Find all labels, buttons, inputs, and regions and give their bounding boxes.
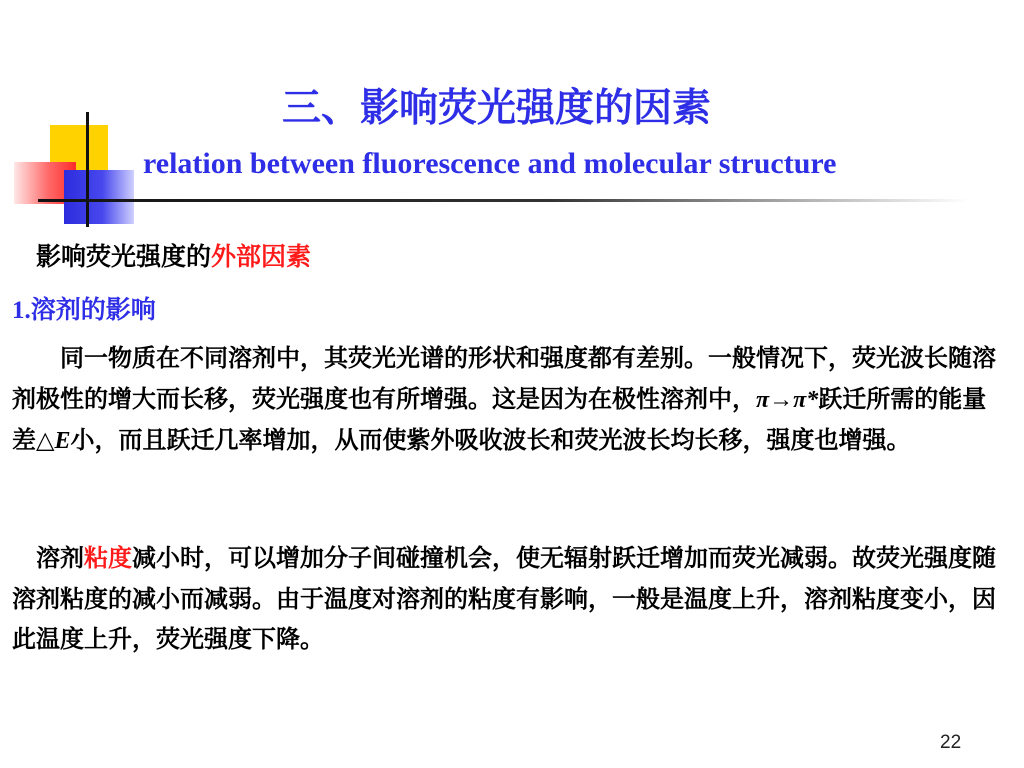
paragraph1-transition-symbol: π→π* bbox=[756, 386, 819, 413]
subheading-emphasis: 外部因素 bbox=[211, 242, 312, 271]
paragraph1-part2: 跃迁所需的能量差△ bbox=[12, 384, 987, 454]
subheading bbox=[36, 240, 311, 274]
slide-title-english: relation between fluorescence and molecular structure bbox=[143, 147, 837, 180]
paragraph2-part2: 减小时，可以增加分子间碰撞机会，使无辐射跃迁增加而荧光减弱。故荧光强度随溶剂粘度的减小而减弱。由于温度对溶剂的粘度有影响，一般是温度上升，溶剂粘度变小，因此温度上升，荧光强度下降。 bbox=[12, 544, 996, 653]
paragraph-solvent-polarity bbox=[12, 338, 1008, 462]
section-title: 溶剂的影响 bbox=[30, 295, 156, 324]
paragraph-solvent-viscosity bbox=[12, 538, 1008, 660]
paragraph1-part3: 小，而且跃迁几率增加，从而使紫外吸收波长和荧光波长均长移，强度也增强。 bbox=[70, 426, 911, 454]
subheading-prefix: 影响荧光强度的 bbox=[36, 242, 212, 271]
page-number: 22 bbox=[940, 732, 962, 753]
title-divider-line bbox=[38, 199, 968, 202]
paragraph1-energy-symbol: E bbox=[54, 428, 71, 454]
logo-vertical-line bbox=[86, 112, 89, 227]
slide-title-chinese: 三、影响荧光强度的因素 bbox=[282, 86, 712, 131]
paragraph2-part1: 溶剂 bbox=[12, 544, 84, 572]
logo-blue-square bbox=[64, 170, 134, 224]
paragraph2-emphasis: 粘度 bbox=[84, 544, 132, 572]
slide-logo-decoration bbox=[0, 0, 140, 230]
section-heading bbox=[12, 293, 156, 328]
paragraph1-part1: 同一物质在不同溶剂中，其荧光光谱的形状和强度都有差别。一般情况下，荧光波长随溶剂极性的增大而长移，荧光强度也有所增强。这是因为在极性溶剂中， bbox=[12, 344, 996, 413]
section-number: 1. bbox=[12, 297, 31, 324]
